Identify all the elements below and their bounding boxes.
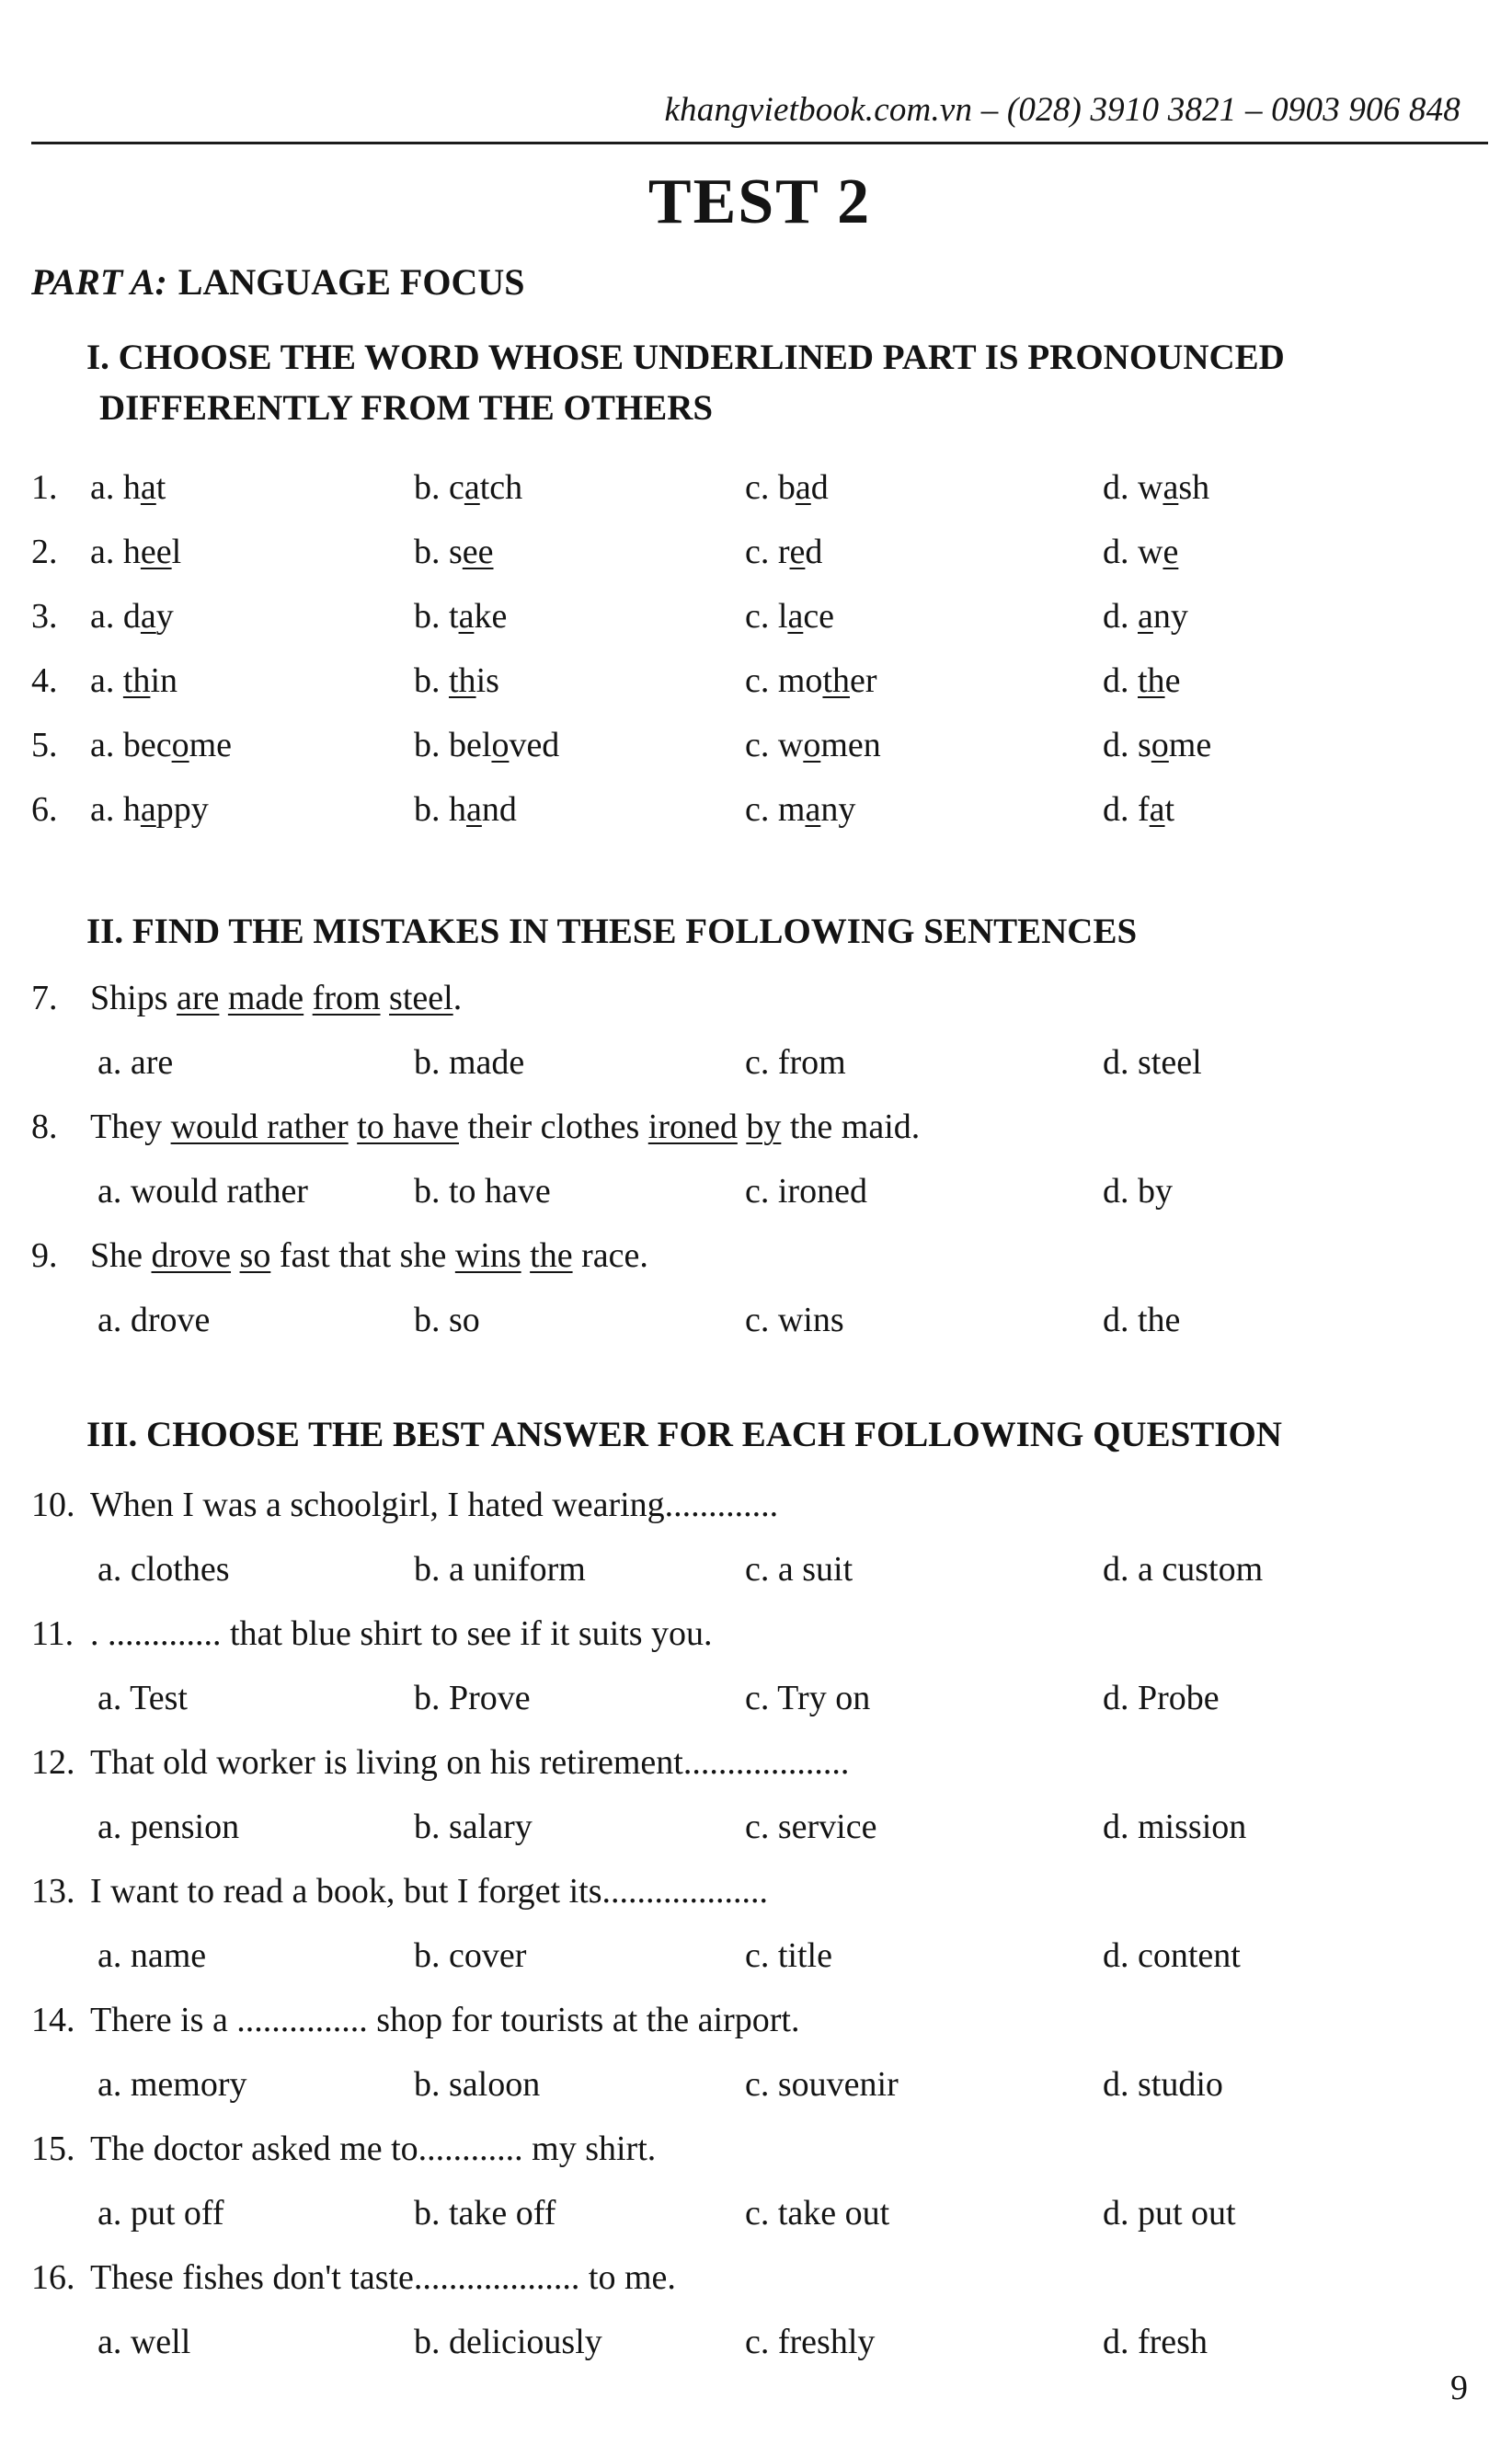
question-number: 15.: [31, 2129, 75, 2168]
option-a: a. hat: [90, 468, 166, 507]
question-stem-row-9: [31, 1223, 1488, 1288]
option-c: c. lace: [745, 597, 835, 636]
option-b: b. take: [414, 597, 508, 636]
question-stem: When I was a schoolgirl, I hated wearing.............: [90, 1486, 779, 1524]
options-row-8: [31, 1159, 1488, 1223]
option-c: c. title: [745, 1936, 832, 1975]
option-d: d. fat: [1103, 790, 1175, 829]
option-d: d. wash: [1103, 468, 1210, 507]
option-c: c. service: [745, 1808, 877, 1846]
question-stem-row-8: [31, 1095, 1488, 1159]
section-1-heading: [31, 332, 1488, 433]
question-number: 3.: [31, 597, 58, 636]
option-c: c. freshly: [745, 2323, 876, 2361]
section-1-heading-line2: DIFFERENTLY FROM THE OTHERS: [99, 388, 714, 428]
option-d: d. put out: [1103, 2194, 1236, 2233]
option-a: a. heel: [90, 533, 182, 571]
question-number: 10.: [31, 1486, 75, 1524]
options-row-12: [31, 1795, 1488, 1859]
question-row-4: [31, 649, 1488, 713]
question-stem-row-13: [31, 1859, 1488, 1923]
option-a: a. memory: [97, 2065, 247, 2104]
question-number: 12.: [31, 1743, 75, 1782]
option-c: c. Try on: [745, 1679, 871, 1717]
question-stem: I want to read a book, but I forget its...................: [90, 1872, 768, 1911]
section-2-heading: II. FIND THE MISTAKES IN THESE FOLLOWING SENTENCES: [86, 912, 1138, 951]
option-c: c. bad: [745, 468, 829, 507]
question-stem: That old worker is living on his retirement...................: [90, 1743, 850, 1782]
option-b: b. this: [414, 661, 499, 700]
section-1-heading-line1: I. CHOOSE THE WORD WHOSE UNDERLINED PART IS PRONOUNCED: [86, 338, 1285, 377]
option-d: d. studio: [1103, 2065, 1223, 2104]
option-a: a. are: [97, 1043, 174, 1082]
question-stem: These fishes don't taste................... to me.: [90, 2258, 676, 2297]
option-b: b. so: [414, 1301, 480, 1339]
header-contact-line: khangvietbook.com.vn – (028) 3910 3821 – 0903 906 848: [664, 91, 1460, 129]
question-stem: There is a ............... shop for tourists at the airport.: [90, 2001, 800, 2039]
question-number: 8.: [31, 1108, 58, 1146]
question-row-5: [31, 713, 1488, 777]
question-stem-row-16: [31, 2245, 1488, 2310]
option-b: b. salary: [414, 1808, 533, 1846]
question-row-2: [31, 520, 1488, 584]
option-c: c. many: [745, 790, 856, 829]
options-row-9: [31, 1288, 1488, 1352]
options-row-7: [31, 1030, 1488, 1095]
option-c: c. a suit: [745, 1550, 853, 1589]
question-stem: They would rather to have their clothes ironed by the maid.: [90, 1108, 921, 1146]
section-2-questions: [31, 966, 1488, 1352]
options-row-15: [31, 2181, 1488, 2245]
option-c: c. take out: [745, 2194, 890, 2233]
question-stem-row-14: [31, 1988, 1488, 2052]
option-d: d. the: [1103, 661, 1181, 700]
option-d: d. content: [1103, 1936, 1241, 1975]
option-a: a. well: [97, 2323, 191, 2361]
question-number: 9.: [31, 1236, 58, 1275]
option-a: a. put off: [97, 2194, 224, 2233]
part-heading: [31, 258, 1488, 306]
option-d: d. mission: [1103, 1808, 1247, 1846]
question-stem-row-7: [31, 966, 1488, 1030]
option-c: c. from: [745, 1043, 846, 1082]
part-title: LANGUAGE FOCUS: [178, 261, 525, 303]
section-3-heading: III. CHOOSE THE BEST ANSWER FOR EACH FOLLOWING QUESTION: [86, 1415, 1282, 1454]
question-stem-row-10: [31, 1473, 1488, 1537]
option-c: c. wins: [745, 1301, 844, 1339]
question-number: 1.: [31, 468, 58, 507]
options-row-11: [31, 1666, 1488, 1730]
header-rule: [31, 142, 1488, 144]
option-d: d. by: [1103, 1172, 1173, 1211]
option-a: a. happy: [90, 790, 209, 829]
question-number: 16.: [31, 2258, 75, 2297]
option-b: b. see: [414, 533, 494, 571]
question-number: 14.: [31, 2001, 75, 2039]
option-a: a. name: [97, 1936, 207, 1975]
question-number: 11.: [31, 1614, 74, 1653]
option-b: b. catch: [414, 468, 523, 507]
option-d: d. we: [1103, 533, 1179, 571]
section-1-questions: [31, 455, 1488, 842]
option-b: b. Prove: [414, 1679, 531, 1717]
option-a: a. would rather: [97, 1172, 308, 1211]
option-a: a. pension: [97, 1808, 240, 1846]
option-b: b. made: [414, 1043, 525, 1082]
section-3-questions: [31, 1473, 1488, 2374]
option-b: b. beloved: [414, 726, 560, 764]
question-number: 2.: [31, 533, 58, 571]
option-d: d. some: [1103, 726, 1212, 764]
option-a: a. clothes: [97, 1550, 230, 1589]
option-a: a. drove: [97, 1301, 211, 1339]
question-stem: She drove so fast that she wins the race.: [90, 1236, 648, 1275]
question-number: 7.: [31, 979, 58, 1017]
option-a: a. Test: [97, 1679, 188, 1717]
question-number: 5.: [31, 726, 58, 764]
option-d: d. any: [1103, 597, 1188, 636]
option-b: b. take off: [414, 2194, 556, 2233]
options-row-16: [31, 2310, 1488, 2374]
question-number: 6.: [31, 790, 58, 829]
question-stem-row-12: [31, 1730, 1488, 1795]
question-stem-row-15: [31, 2117, 1488, 2181]
option-d: d. steel: [1103, 1043, 1202, 1082]
options-row-13: [31, 1923, 1488, 1988]
options-row-14: [31, 2052, 1488, 2117]
option-c: c. souvenir: [745, 2065, 899, 2104]
page-title: TEST 2: [647, 166, 872, 237]
option-c: c. red: [745, 533, 823, 571]
option-c: c. ironed: [745, 1172, 867, 1211]
question-stem: The doctor asked me to............ my shirt.: [90, 2129, 657, 2168]
option-a: a. thin: [90, 661, 178, 700]
option-a: a. become: [90, 726, 233, 764]
page-number: 9: [1450, 2369, 1468, 2407]
options-row-10: [31, 1537, 1488, 1601]
option-d: d. the: [1103, 1301, 1181, 1339]
option-a: a. day: [90, 597, 174, 636]
option-b: b. to have: [414, 1172, 551, 1211]
option-d: d. Probe: [1103, 1679, 1220, 1717]
question-row-3: [31, 584, 1488, 649]
question-number: 4.: [31, 661, 58, 700]
question-stem-row-11: [31, 1601, 1488, 1666]
part-label: PART A:: [31, 261, 167, 303]
option-c: c. women: [745, 726, 881, 764]
question-row-1: [31, 455, 1488, 520]
option-b: b. cover: [414, 1936, 527, 1975]
option-b: b. saloon: [414, 2065, 541, 2104]
option-d: d. fresh: [1103, 2323, 1208, 2361]
option-b: b. a uniform: [414, 1550, 586, 1589]
option-b: b. deliciously: [414, 2323, 602, 2361]
question-stem: Ships are made from steel.: [90, 979, 463, 1017]
question-row-6: [31, 777, 1488, 842]
question-number: 13.: [31, 1872, 75, 1911]
option-d: d. a custom: [1103, 1550, 1264, 1589]
option-c: c. mother: [745, 661, 877, 700]
question-stem: . ............. that blue shirt to see if it suits you.: [90, 1614, 713, 1653]
option-b: b. hand: [414, 790, 517, 829]
